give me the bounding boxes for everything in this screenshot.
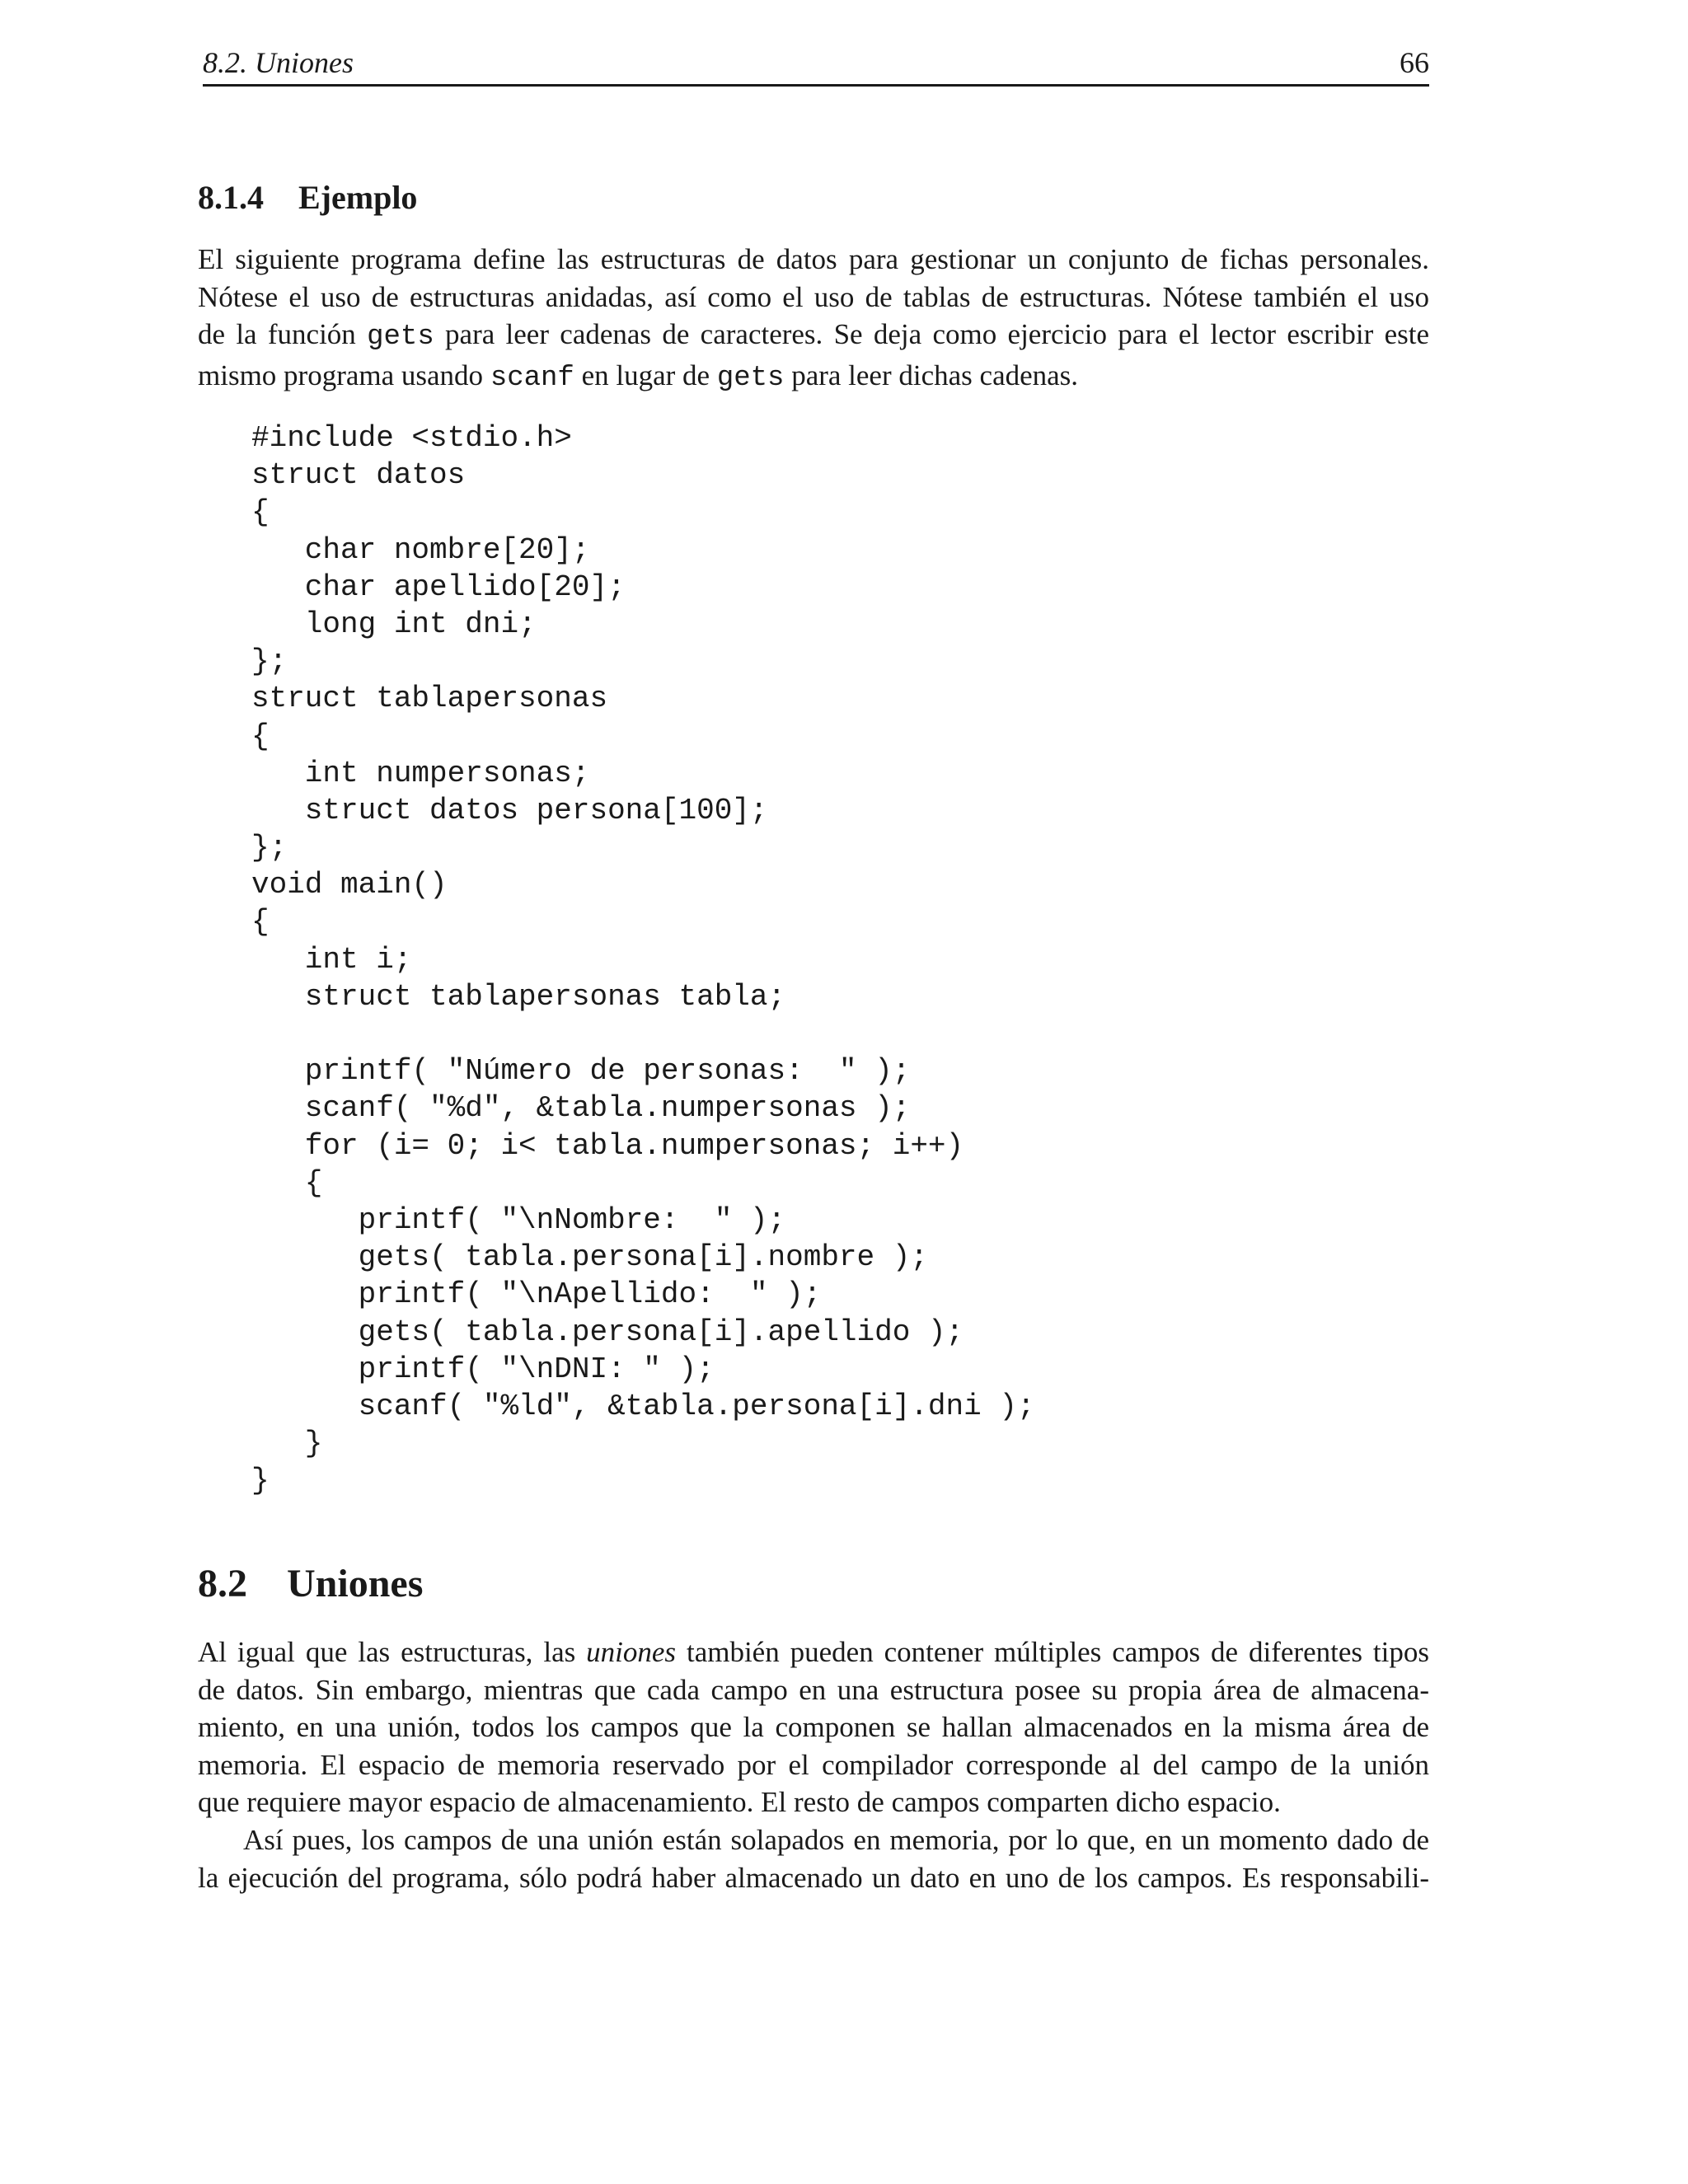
- code-line: [251, 1015, 1035, 1052]
- code-line: gets( tabla.persona[i].apellido );: [251, 1315, 964, 1349]
- code-line: printf( "\nNombre: " );: [251, 1202, 786, 1237]
- page-number: 66: [1400, 46, 1429, 79]
- paragraph-line: memoria. El espacio de memoria reservado por el compilador corresponde al del campo de la unión: [198, 1748, 1429, 1781]
- paragraph-line: miento, en una unión, todos los campos que la componen se hallan almacenados en la misma área de: [198, 1711, 1429, 1743]
- paragraph-line: Nótese el uso de estructuras anidadas, así como el uso de tablas de estructuras. Nótese también el uso: [198, 280, 1429, 313]
- code-line: scanf( "%d", &tabla.numpersonas );: [251, 1091, 911, 1126]
- code-line: printf( "\nDNI: " );: [251, 1352, 715, 1386]
- code-line: }: [251, 1464, 270, 1498]
- inline-code-scanf: scanf: [490, 362, 574, 394]
- overlap-paragraph: [198, 1821, 1429, 1896]
- paragraph-line: [198, 357, 1429, 398]
- code-line: char nombre[20];: [251, 532, 590, 567]
- code-line: int numpersonas;: [251, 756, 590, 790]
- paragraph-line: [198, 1633, 1429, 1671]
- text-run: Al igual que las estructuras, las: [198, 1636, 587, 1668]
- section-heading: [198, 1561, 423, 1607]
- running-header: [203, 43, 1429, 87]
- text-run: para leer cadenas de caracteres. Se deja como ejercicio para el lector escribir este: [434, 318, 1429, 350]
- running-header-section: 8.2. Uniones: [203, 46, 354, 79]
- code-line: struct datos: [251, 458, 466, 493]
- code-line: }: [251, 1427, 323, 1461]
- paragraph-line: que requiere mayor espacio de almacenamiento. El resto de campos comparten dicho espacio.: [198, 1786, 1281, 1818]
- code-line: #include <stdio.h>: [251, 421, 572, 455]
- section-number: 8.2: [198, 1562, 247, 1605]
- section-title: Uniones: [287, 1562, 424, 1605]
- text-run: de la función: [198, 318, 368, 350]
- code-line: struct tablapersonas: [251, 682, 608, 716]
- subsection-number: 8.1.4: [198, 179, 264, 216]
- code-line: gets( tabla.persona[i].nombre );: [251, 1240, 928, 1275]
- paragraph-line: de datos. Sin embargo, mientras que cada campo en una estructura posee su propia área de almacena-: [198, 1673, 1429, 1706]
- code-line: printf( "Número de personas: " );: [251, 1054, 911, 1089]
- code-line: printf( "\nApellido: " );: [251, 1277, 822, 1312]
- code-line: struct datos persona[100];: [251, 793, 768, 827]
- text-run: también pueden contener múltiples campos de diferentes tipos: [676, 1636, 1429, 1668]
- code-line: void main(): [251, 868, 448, 902]
- code-line: struct tablapersonas tabla;: [251, 979, 786, 1014]
- inline-code-gets: gets: [367, 321, 434, 353]
- unions-paragraph: [198, 1633, 1429, 1821]
- text-run: mismo programa usando: [198, 359, 490, 391]
- paragraph-line: la ejecución del programa, sólo podrá haber almacenado un dato en uno de los campos. Es responsabili-: [198, 1861, 1429, 1894]
- subsection-heading: [198, 178, 417, 218]
- code-listing: [251, 419, 1035, 1499]
- paragraph-line: [198, 316, 1429, 357]
- code-line: };: [251, 644, 288, 679]
- code-line: for (i= 0; i< tabla.numpersonas; i++): [251, 1128, 964, 1163]
- paragraph-line: El siguiente programa define las estructuras de datos para gestionar un conjunto de fichas personales.: [198, 243, 1429, 275]
- code-line: long int dni;: [251, 607, 537, 641]
- code-line: {: [251, 495, 270, 530]
- code-line: int i;: [251, 942, 412, 977]
- text-run: para leer dichas cadenas.: [784, 359, 1079, 391]
- code-line: {: [251, 905, 270, 940]
- code-line: {: [251, 719, 270, 753]
- code-line: scanf( "%ld", &tabla.persona[i].dni );: [251, 1389, 1035, 1423]
- paragraph-line: Así pues, los campos de una unión están solapados en memoria, por lo que, en un momento dado de: [243, 1824, 1429, 1856]
- inline-code-gets: gets: [716, 362, 785, 394]
- code-line: char apellido[20];: [251, 569, 626, 604]
- subsection-title: Ejemplo: [298, 179, 418, 216]
- text-run: en lugar de: [574, 359, 717, 391]
- intro-paragraph: [198, 241, 1429, 397]
- code-line: {: [251, 1165, 323, 1200]
- emphasis-uniones: uniones: [586, 1636, 677, 1668]
- code-line: };: [251, 831, 288, 865]
